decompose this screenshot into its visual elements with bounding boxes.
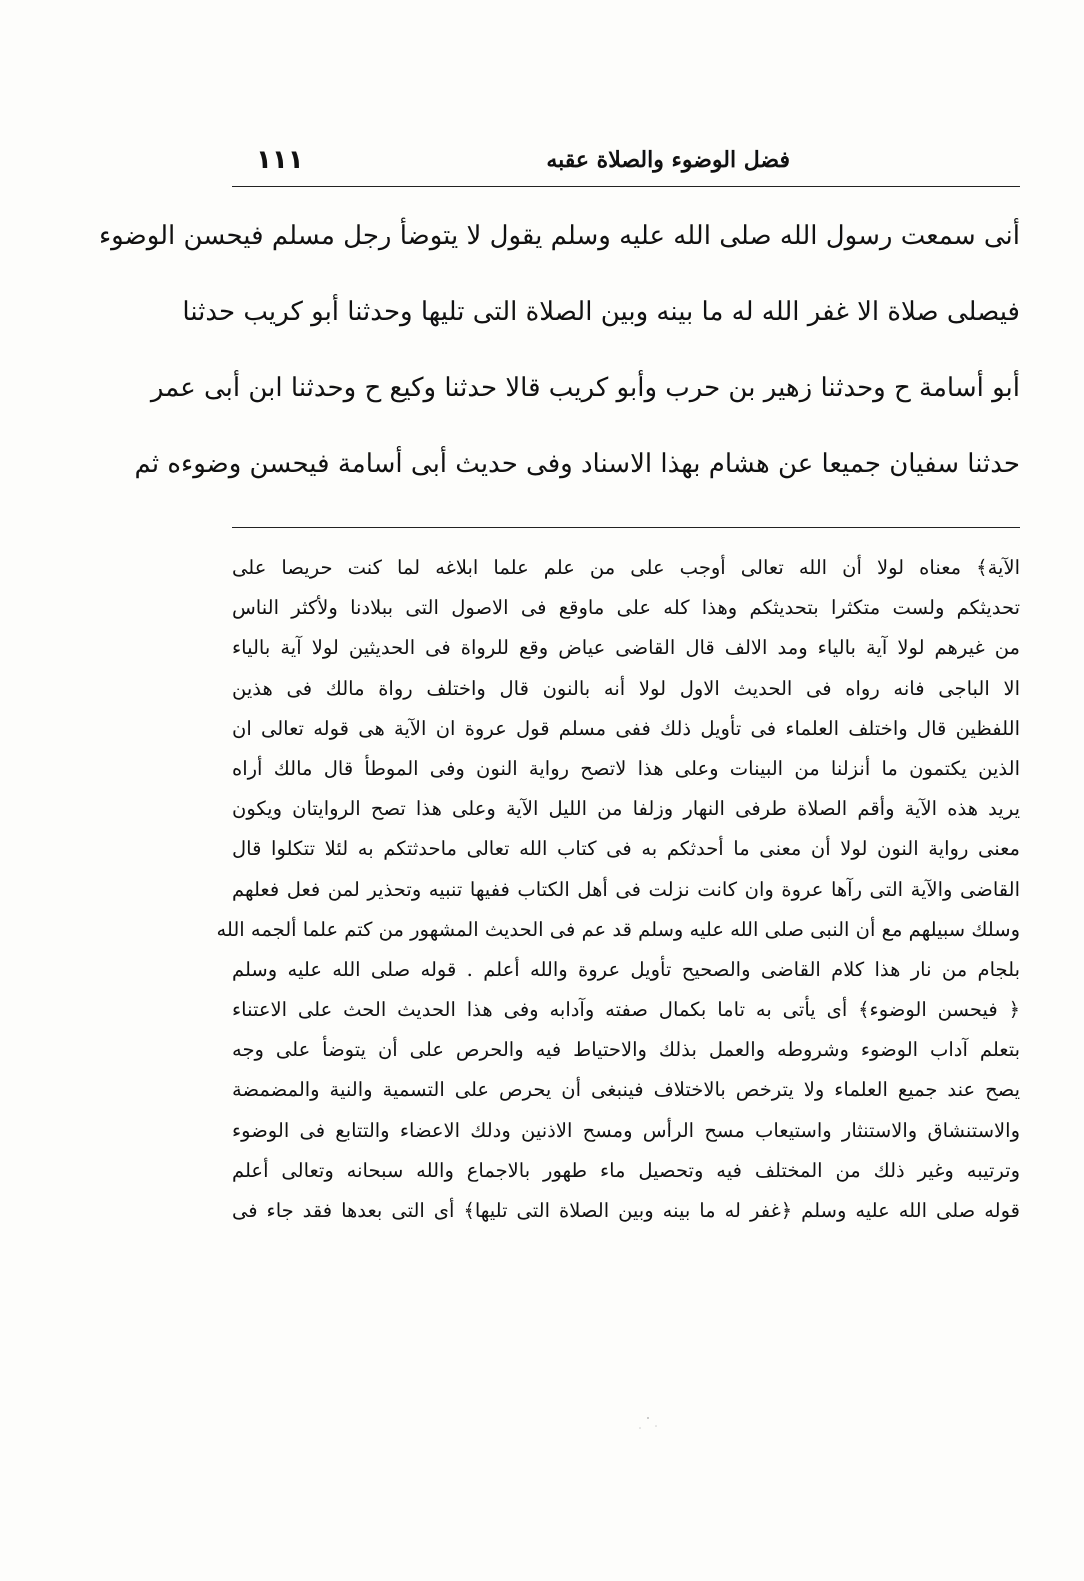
- page-number: ١١١: [256, 145, 304, 175]
- commentary-line: بتعلم آداب الوضوء وشروطه والعمل بذلك والاحتياط فيه والحرص على أن يتوضأ على وجه: [232, 1038, 1020, 1062]
- hadith-line: أبو أسامة ح وحدثنا زهير بن حرب وأبو كريب قالا حدثنا وكيع ح وحدثنا ابن أبى عمر: [150, 373, 1020, 403]
- commentary-line: تحديثكم ولست متكثرا بتحديثكم وهذا كله على ماوقع فى الاصول التى ببلادنا ولأكثر الناس: [232, 596, 1020, 620]
- commentary-line: الا الباجى فانه رواه فى الحديث الاول لولا أنه بالنون قال واختلف رواة مالك فى هذين: [232, 676, 1020, 700]
- commentary-line: معنى رواية النون لولا أن معنى ما أحدثكم به فى كتاب الله تعالى ماحدثتكم به لئلا تتكلوا قال: [232, 837, 1020, 861]
- commentary-text-block: [216, 548, 1020, 1231]
- commentary-line: اللفظين قال واختلف العلماء فى تأويل ذلك ففى مسلم قول عروة ان الآية هى قوله تعالى ان: [232, 716, 1020, 740]
- commentary-line: يريد هذه الآية وأقم الصلاة طرفى النهار وزلفا من الليل الآية وعلى هذا تصح الروايتان ويكون: [232, 797, 1020, 821]
- commentary-line: القاضى والآية التى رآها عروة وان كانت نزلت فى أهل الكتاب ففيها تنبيه وتحذير لمن فعل فعلهم: [232, 877, 1020, 901]
- running-title: فضل الوضوء والصلاة عقبه: [546, 147, 790, 173]
- hadith-line: أنى سمعت رسول الله صلى الله عليه وسلم يقول لا يتوضأ رجل مسلم فيحسن الوضوء: [98, 221, 1020, 251]
- header-rule: [232, 186, 1020, 187]
- commentary-line: قوله صلى الله عليه وسلم ﴿غفر له ما بينه وبين الصلاة التى تليها﴾ أى التى بعدها فقد جاء فى: [232, 1199, 1020, 1222]
- commentary-line: وسلك سبيلهم مع أن النبى صلى الله عليه وسلم قد عم فى الحديث المشهور من كتم علما ألجمه الله: [216, 917, 1020, 941]
- commentary-line: يصح عند جميع العلماء ولا يترخص بالاختلاف فينبغى أن يحرص على التسمية والنية والمضمضة: [232, 1078, 1020, 1102]
- commentary-line: الآية﴾ معناه لولا أن الله تعالى أوجب على من علم علما ابلاغه لما كنت حريصا على: [232, 556, 1020, 579]
- commentary-line: بلجام من نار هذا كلام القاضى والصحيح تأويل عروة والله أعلم . قوله صلى الله عليه وسلم: [232, 957, 1020, 981]
- hadith-line: حدثنا سفيان جميعا عن هشام بهذا الاسناد وفى حديث أبى أسامة فيحسن وضوءه ثم: [134, 449, 1020, 479]
- commentary-line: وترتيبه وغير ذلك من المختلف فيه وتحصيل ماء طهور بالاجماع والله سبحانه وتعالى أعلم: [232, 1158, 1020, 1182]
- section-divider-rule: [232, 527, 1020, 528]
- hadith-text-block: [98, 198, 1020, 502]
- commentary-line: والاستنشاق والاستنثار واستيعاب مسح الرأس ومسح الاذنين ودلك الاعضاء والتتابع فى الوضوء: [232, 1118, 1020, 1142]
- commentary-line: ﴿ فيحسن الوضوء﴾ أى يأتى به تاما بكمال صفته وآدابه وفى هذا الحديث الحث على الاعتناء: [232, 998, 1020, 1022]
- hadith-line: فيصلى صلاة الا غفر الله له ما بينه وبين الصلاة التى تليها وحدثنا أبو كريب حدثنا: [182, 297, 1020, 327]
- commentary-line: من غيرهم لولا آية بالياء ومد الالف قال القاضى عياض وقع للرواة فى الحديثين لولا آية بالياء: [232, 636, 1020, 660]
- page-header: [232, 140, 1020, 180]
- commentary-line: الذين يكتمون ما أنزلنا من البينات وعلى هذا لاتصح رواية النون وفى الموطأ قال مالك أراه: [232, 756, 1020, 780]
